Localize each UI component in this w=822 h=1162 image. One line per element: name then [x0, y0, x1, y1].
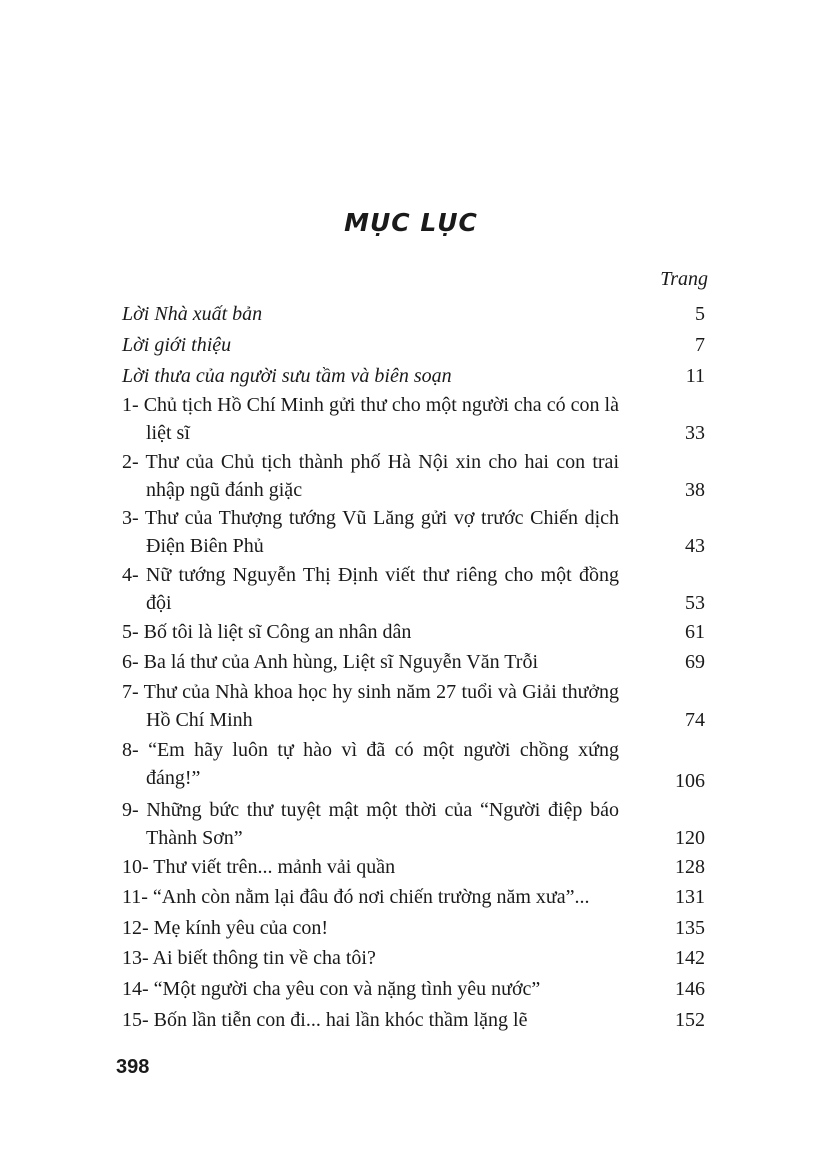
toc-entry — [122, 300, 705, 328]
toc-entry-title: 1- Chủ tịch Hồ Chí Minh gửi thư cho một người cha có con là liệt sĩ — [122, 394, 619, 444]
toc-entry-title: Lời thưa của người sưu tầm và biên soạn — [122, 365, 452, 387]
toc-entry — [122, 975, 705, 1003]
toc-entry-title: 9- Những bức thư tuyệt mật một thời của “Người điệp báo Thành Sơn” — [122, 799, 619, 849]
toc-entry-title: 4- Nữ tướng Nguyễn Thị Định viết thư riêng cho một đồng đội — [122, 564, 619, 614]
toc-entry-title: 3- Thư của Thượng tướng Vũ Lăng gửi vợ trước Chiến dịch Điện Biên Phủ — [122, 507, 619, 557]
toc-entry — [122, 944, 705, 972]
toc-entry-title: 12- Mẹ kính yêu của con! — [122, 917, 329, 939]
toc-entry — [122, 1006, 705, 1034]
toc-entry — [122, 883, 705, 911]
toc-entry-page: 69 — [685, 651, 705, 673]
toc-entry — [122, 914, 705, 942]
toc-entry — [122, 504, 705, 560]
toc-entry-page: 146 — [675, 978, 705, 1000]
toc-entry-title: 6- Ba lá thư của Anh hùng, Liệt sĩ Nguyễn Văn Trỗi — [122, 651, 538, 673]
toc-entry-page: 74 — [685, 709, 705, 731]
toc-entry-title: 10- Thư viết trên... mảnh vải quần — [122, 856, 396, 878]
toc-entry-title: 8- “Em hãy luôn tự hào vì đã có một người chồng xứng đáng!” — [122, 739, 619, 789]
toc-entry-page: 142 — [675, 947, 705, 969]
toc-entry-title: Lời giới thiệu — [122, 334, 232, 356]
toc-entry-page: 53 — [685, 592, 705, 614]
toc-entry-title: 7- Thư của Nhà khoa học hy sinh năm 27 tuổi và Giải thưởng Hồ Chí Minh — [122, 681, 619, 731]
toc-entry-page: 120 — [675, 827, 705, 849]
toc-entry — [122, 331, 705, 359]
toc-entry-page: 5 — [695, 303, 705, 325]
toc-entry — [122, 736, 705, 792]
toc-entry-title: 5- Bố tôi là liệt sĩ Công an nhân dân — [122, 621, 412, 643]
toc-entry-title: Lời Nhà xuất bản — [122, 303, 263, 325]
toc-entry-page: 11 — [685, 365, 705, 387]
toc-title: MỤC LỤC — [344, 208, 478, 237]
toc-entry-page: 61 — [685, 621, 705, 643]
toc-entry — [122, 618, 705, 646]
toc-entry-page: 7 — [695, 334, 705, 356]
toc-entry-page: 131 — [675, 886, 705, 908]
toc-entry-page: 43 — [685, 535, 705, 557]
toc-entry — [122, 448, 705, 504]
toc-entry-page: 106 — [675, 770, 705, 792]
toc-entry-page: 33 — [685, 422, 705, 444]
toc-entry — [122, 796, 705, 852]
toc-entry-page: 128 — [675, 856, 705, 878]
toc-entry — [122, 648, 705, 676]
toc-entry-page: 38 — [685, 479, 705, 501]
toc-entry-title: 15- Bốn lần tiễn con đi... hai lần khóc thầm lặng lẽ — [122, 1009, 528, 1031]
toc-entry-title: 2- Thư của Chủ tịch thành phố Hà Nội xin cho hai con trai nhập ngũ đánh giặc — [122, 451, 619, 501]
toc-entry — [122, 362, 705, 390]
toc-entry — [122, 391, 705, 447]
toc-entry-title: 13- Ai biết thông tin về cha tôi? — [122, 947, 376, 969]
toc-entry-title: 14- “Một người cha yêu con và nặng tình yêu nước” — [122, 978, 541, 1000]
page-column-label: Trang — [660, 268, 708, 290]
toc-entry-page: 135 — [675, 917, 705, 939]
toc-entry — [122, 853, 705, 881]
page-number: 398 — [116, 1056, 150, 1078]
toc-entry-page: 152 — [675, 1009, 705, 1031]
toc-entry-title: 11- “Anh còn nằm lại đâu đó nơi chiến trường năm xưa”... — [122, 886, 590, 908]
toc-entry — [122, 561, 705, 617]
toc-entry — [122, 678, 705, 734]
